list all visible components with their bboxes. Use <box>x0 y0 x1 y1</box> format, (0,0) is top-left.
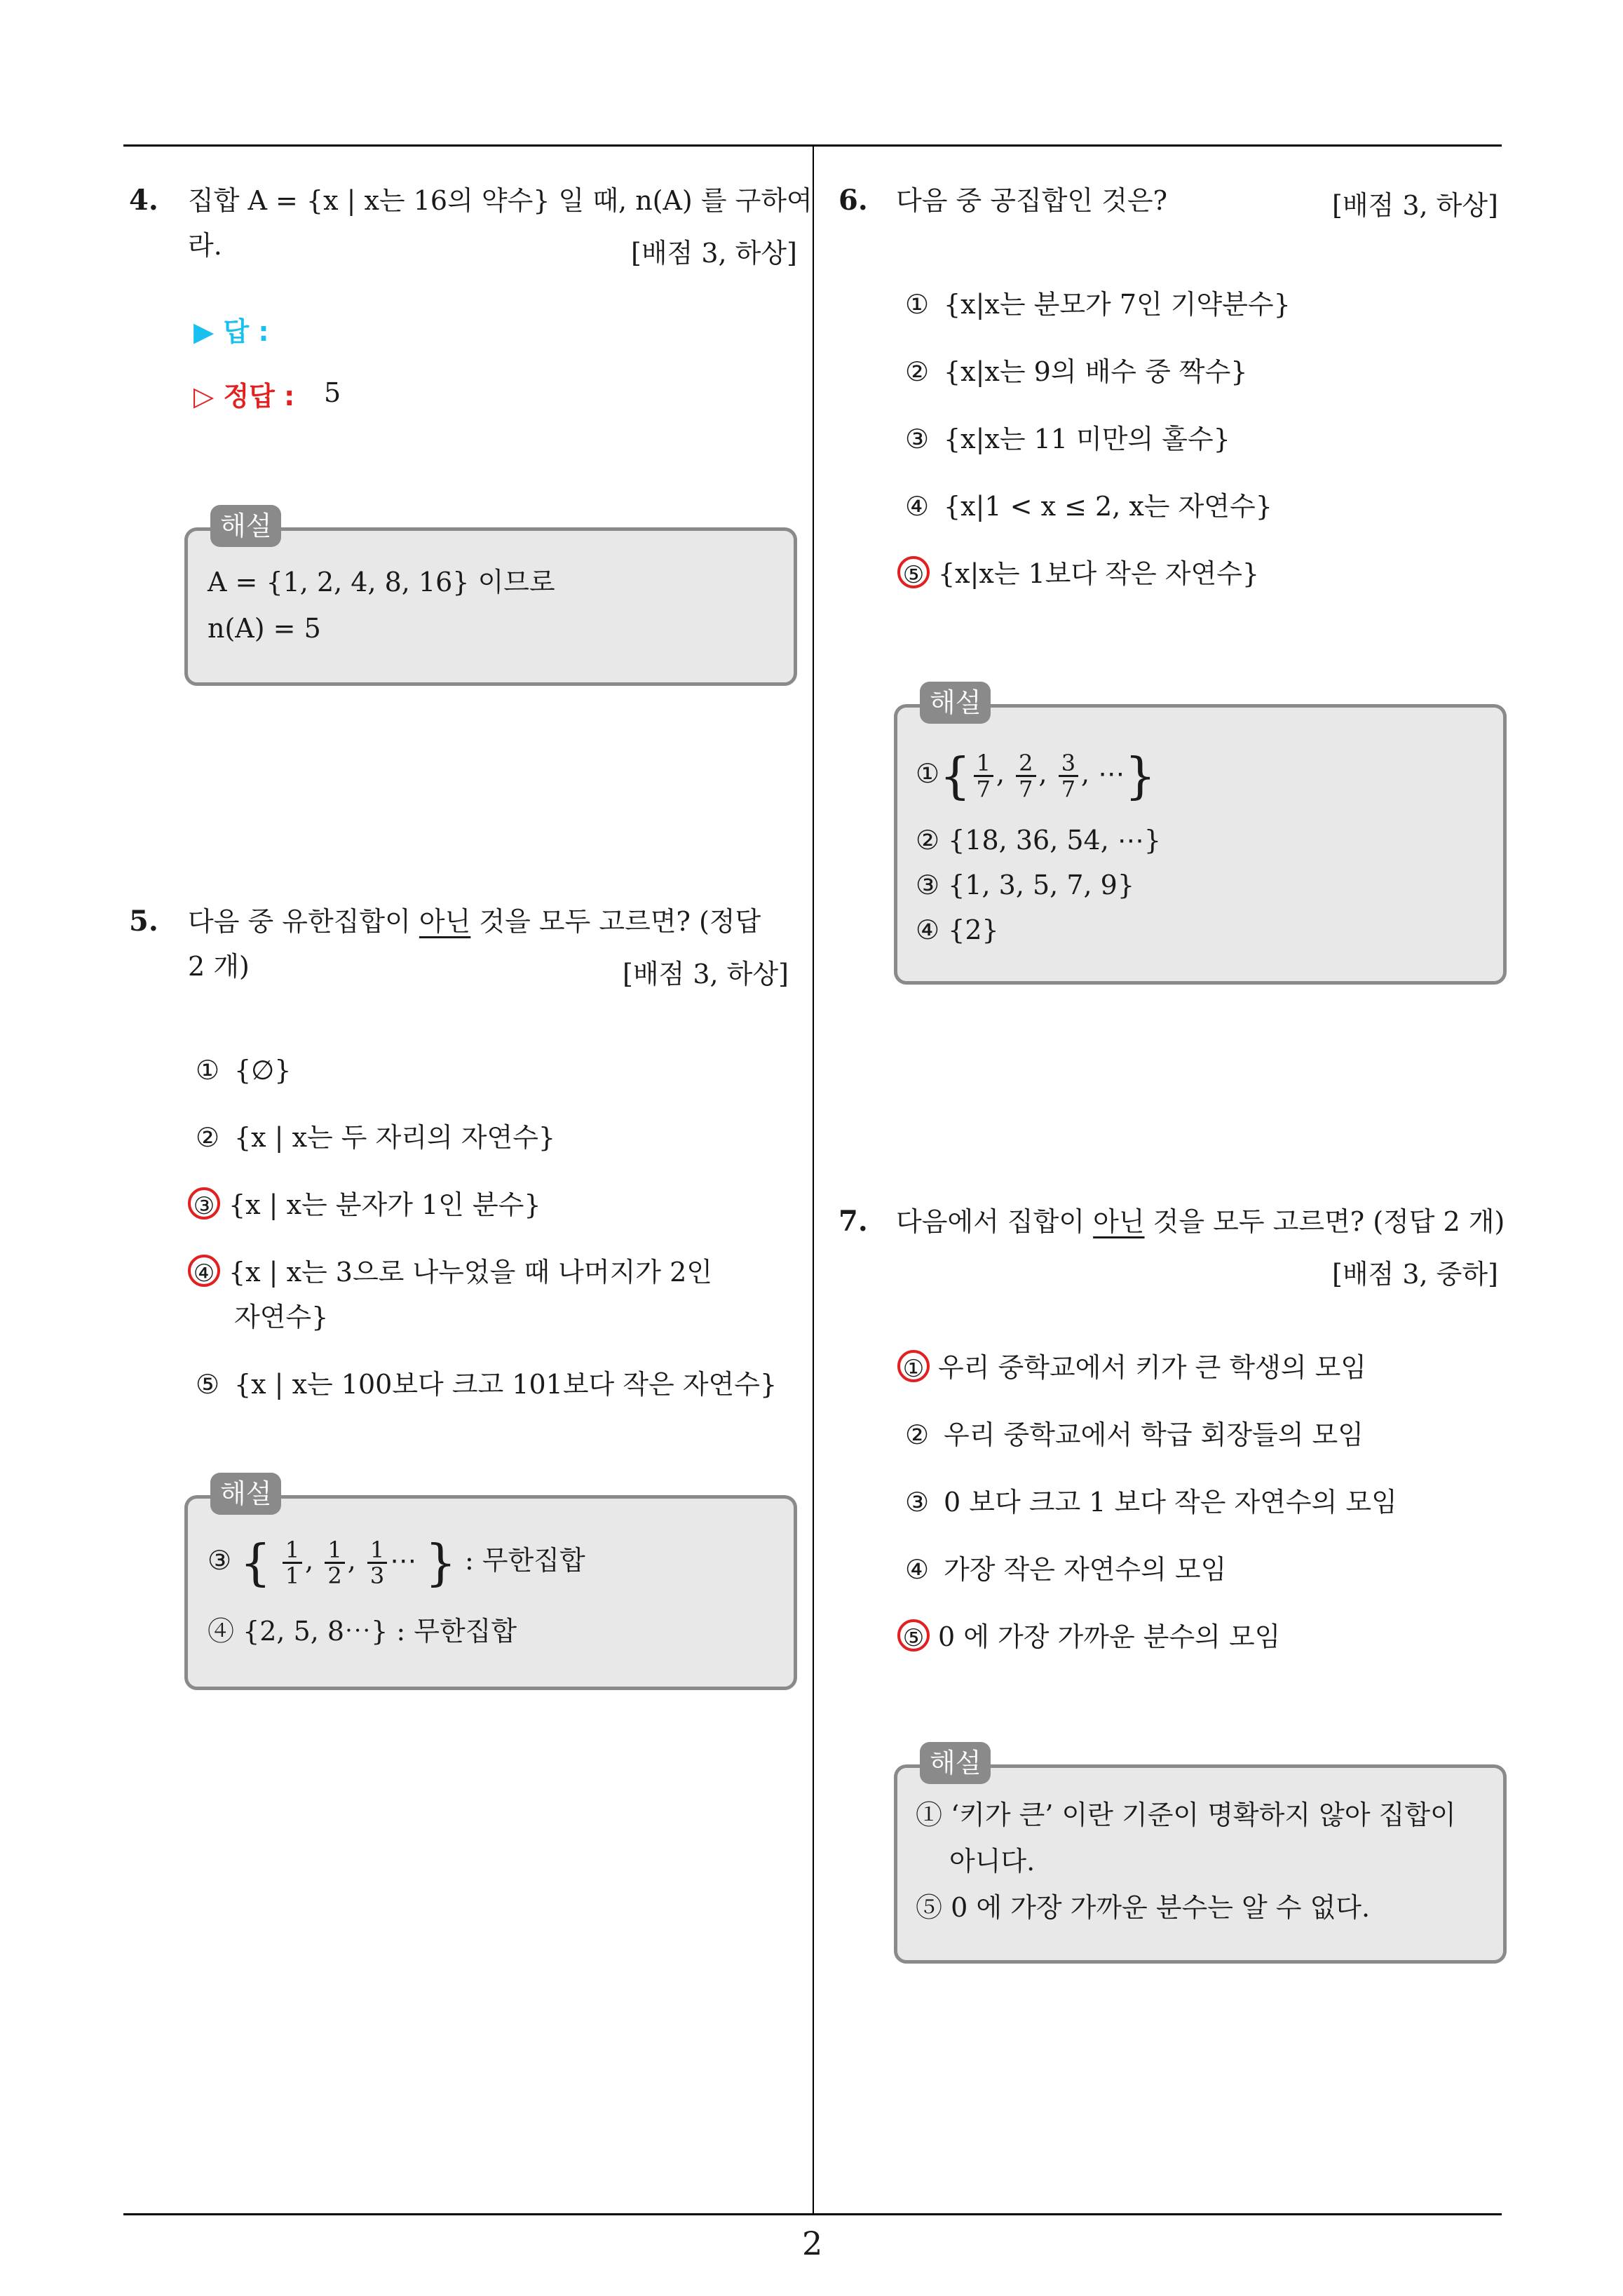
q5-option-2[interactable] <box>193 1115 555 1160</box>
option-text: {x | x는 100보다 크고 101보다 작은 자연수} <box>234 1369 777 1400</box>
right-brace: } <box>1125 747 1156 805</box>
option-text: {x|x는 9의 배수 중 짝수} <box>944 356 1248 387</box>
q6-explanation-tag: 해설 <box>920 682 991 724</box>
q4-line2: 라. <box>188 230 222 261</box>
q7-explanation-tag: 해설 <box>920 1742 991 1784</box>
option-text: {x | x는 두 자리의 자연수} <box>234 1122 556 1153</box>
option-mark: ① <box>195 1055 220 1086</box>
q5-explanation-tag: 해설 <box>210 1473 281 1515</box>
q4-explanation-line2: n(A) = 5 <box>208 613 321 644</box>
option-mark: ③ <box>904 424 930 454</box>
mark: ① <box>916 758 940 789</box>
q7-score: [배점 3, 중하] <box>1332 1259 1498 1290</box>
option-mark: ③ <box>904 1487 930 1518</box>
q4-score: [배점 3, 하상] <box>631 238 797 269</box>
q4-correct-label: ▷ 정답 : <box>193 381 295 412</box>
q6-option-5-selected[interactable] <box>903 551 1259 596</box>
q4-correct-value: 5 <box>324 377 341 408</box>
q6-option-2[interactable] <box>903 349 1247 394</box>
q5-line1-underlined: 아닌 <box>419 906 471 937</box>
selected-mark: ⑤ <box>897 1619 930 1652</box>
option-mark: ⑤ <box>195 1369 220 1400</box>
left-brace: { <box>939 747 971 805</box>
fraction: $\frac{1}{2}$ <box>325 1538 344 1588</box>
q7-number: 7. <box>838 1205 868 1238</box>
selected-mark: ③ <box>188 1187 220 1220</box>
option-mark: ② <box>904 356 930 387</box>
left-brace: { <box>240 1534 271 1592</box>
q6-score: [배점 3, 하상] <box>1332 190 1498 221</box>
page-number: 2 <box>802 2224 823 2262</box>
q7-option-3[interactable] <box>903 1480 1397 1525</box>
q4-explanation-tag: 해설 <box>210 505 281 547</box>
fraction: $\frac{1}{1}$ <box>283 1538 302 1588</box>
right-brace: } <box>425 1534 456 1592</box>
option-mark: ② <box>195 1122 220 1153</box>
fraction: $\frac{1}{7}$ <box>974 751 993 801</box>
q7-line1-a: 다음에서 집합이 <box>896 1206 1094 1237</box>
q7-option-4[interactable] <box>903 1547 1226 1592</box>
option-mark: ① <box>904 289 930 320</box>
q7-line1 <box>896 1199 1505 1244</box>
option-text: 0 보다 크고 1 보다 작은 자연수의 모임 <box>944 1487 1397 1518</box>
q5-number: 5. <box>129 905 158 938</box>
option-text: 우리 중학교에서 키가 큰 학생의 모임 <box>938 1352 1367 1383</box>
option-text: {x | x는 분자가 1인 분수} <box>229 1189 541 1220</box>
option-text: {x|x는 1보다 작은 자연수} <box>938 558 1260 589</box>
option-mark: ② <box>904 1419 930 1450</box>
q7-option-1-selected[interactable] <box>903 1345 1366 1390</box>
fraction: $\frac{2}{7}$ <box>1016 751 1035 801</box>
ellipsis: ⋯ <box>1098 758 1125 789</box>
option-text: 가장 작은 자연수의 모임 <box>944 1554 1227 1585</box>
option-text: {x|1 < x ≤ 2, x는 자연수} <box>944 491 1272 522</box>
option-text: {x|x는 분모가 7인 기약분수} <box>944 289 1291 320</box>
q4-answer-label: ▶ 답 : <box>193 316 269 347</box>
q7-line1-underlined: 아닌 <box>1093 1206 1145 1237</box>
q7-explanation-line1: ① ‘키가 큰’ 이란 기준이 명확하지 않아 집합이 <box>916 1799 1456 1830</box>
q5-explanation-line1: ③ { $\frac{1}{1}$ , $\frac{1}{2}$ , $\frac{1}{3}$ ⋯ } : 무한집합 <box>208 1534 585 1592</box>
option-text: {x | x는 3으로 나누었을 때 나머지가 2인 <box>229 1257 712 1288</box>
q7-option-2[interactable] <box>903 1412 1364 1457</box>
q5-line1 <box>188 899 761 944</box>
q6-option-3[interactable] <box>903 417 1230 461</box>
fraction: $\frac{3}{7}$ <box>1059 751 1078 801</box>
q6-explanation-line4: ④ {2} <box>916 914 999 945</box>
option-text: 우리 중학교에서 학급 회장들의 모임 <box>944 1419 1364 1450</box>
q6-option-1[interactable] <box>903 282 1291 327</box>
q5-score: [배점 3, 하상] <box>623 959 789 990</box>
q5-option-3-selected[interactable] <box>193 1182 541 1227</box>
q5-option-5[interactable] <box>193 1362 777 1407</box>
q7-line1-b: 것을 모두 고르면? (정답 2 개) <box>1144 1206 1505 1237</box>
q4-number: 4. <box>129 184 158 217</box>
q7-option-5-selected[interactable] <box>903 1614 1280 1659</box>
ellipsis: ⋯ <box>390 1545 417 1576</box>
q4-line1: 집합 A = {x | x는 16의 약수} 일 때, n(A) 를 구하여 <box>188 185 813 216</box>
q5-option-1[interactable] <box>193 1048 291 1093</box>
q7-explanation-line3: ⑤ 0 에 가장 가까운 분수는 알 수 없다. <box>916 1892 1371 1923</box>
column-divider <box>813 144 814 2215</box>
q4-explanation-line1: A = {1, 2, 4, 8, 16} 이므로 <box>208 567 555 597</box>
q6-explanation-line3: ③ {1, 3, 5, 7, 9} <box>916 870 1135 900</box>
selected-mark: ① <box>897 1350 930 1382</box>
q5-explanation-box <box>184 1495 797 1690</box>
q5-line2: 2 개) <box>188 951 250 982</box>
q6-number: 6. <box>838 184 868 217</box>
option-text: {∅} <box>234 1055 292 1086</box>
mark: ③ <box>208 1545 232 1576</box>
q5-line1-b: 것을 모두 고르면? (정답 <box>470 906 761 937</box>
selected-mark: ④ <box>188 1255 220 1287</box>
option-text: {x|x는 11 미만의 홀수} <box>944 424 1230 454</box>
q7-explanation-line2: 아니다. <box>949 1846 1035 1877</box>
option-text: 0 에 가장 가까운 분수의 모임 <box>938 1621 1281 1652</box>
q6-option-4[interactable] <box>903 484 1272 529</box>
q6-explanation-line2: ② {18, 36, 54, ⋯} <box>916 825 1162 856</box>
option-mark: ④ <box>904 1554 930 1585</box>
q6-line1: 다음 중 공집합인 것은? <box>896 185 1167 216</box>
q5-explanation-line2: ④ {2, 5, 8⋯} : 무한집합 <box>208 1616 517 1647</box>
q5-option-4-selected[interactable] <box>193 1250 712 1295</box>
q5-line1-a: 다음 중 유한집합이 <box>188 906 419 937</box>
fraction: $\frac{1}{3}$ <box>367 1538 387 1588</box>
option-mark: ④ <box>904 491 930 522</box>
q5-option-4-continued: 자연수} <box>234 1302 329 1332</box>
infinite-label: : 무한집합 <box>464 1545 585 1576</box>
q6-explanation-line1: ①{ $\frac{1}{7}$ , $\frac{2}{7}$ , $\frac{3}{7}$ , ⋯} <box>916 747 1156 805</box>
selected-mark: ⑤ <box>897 556 930 588</box>
